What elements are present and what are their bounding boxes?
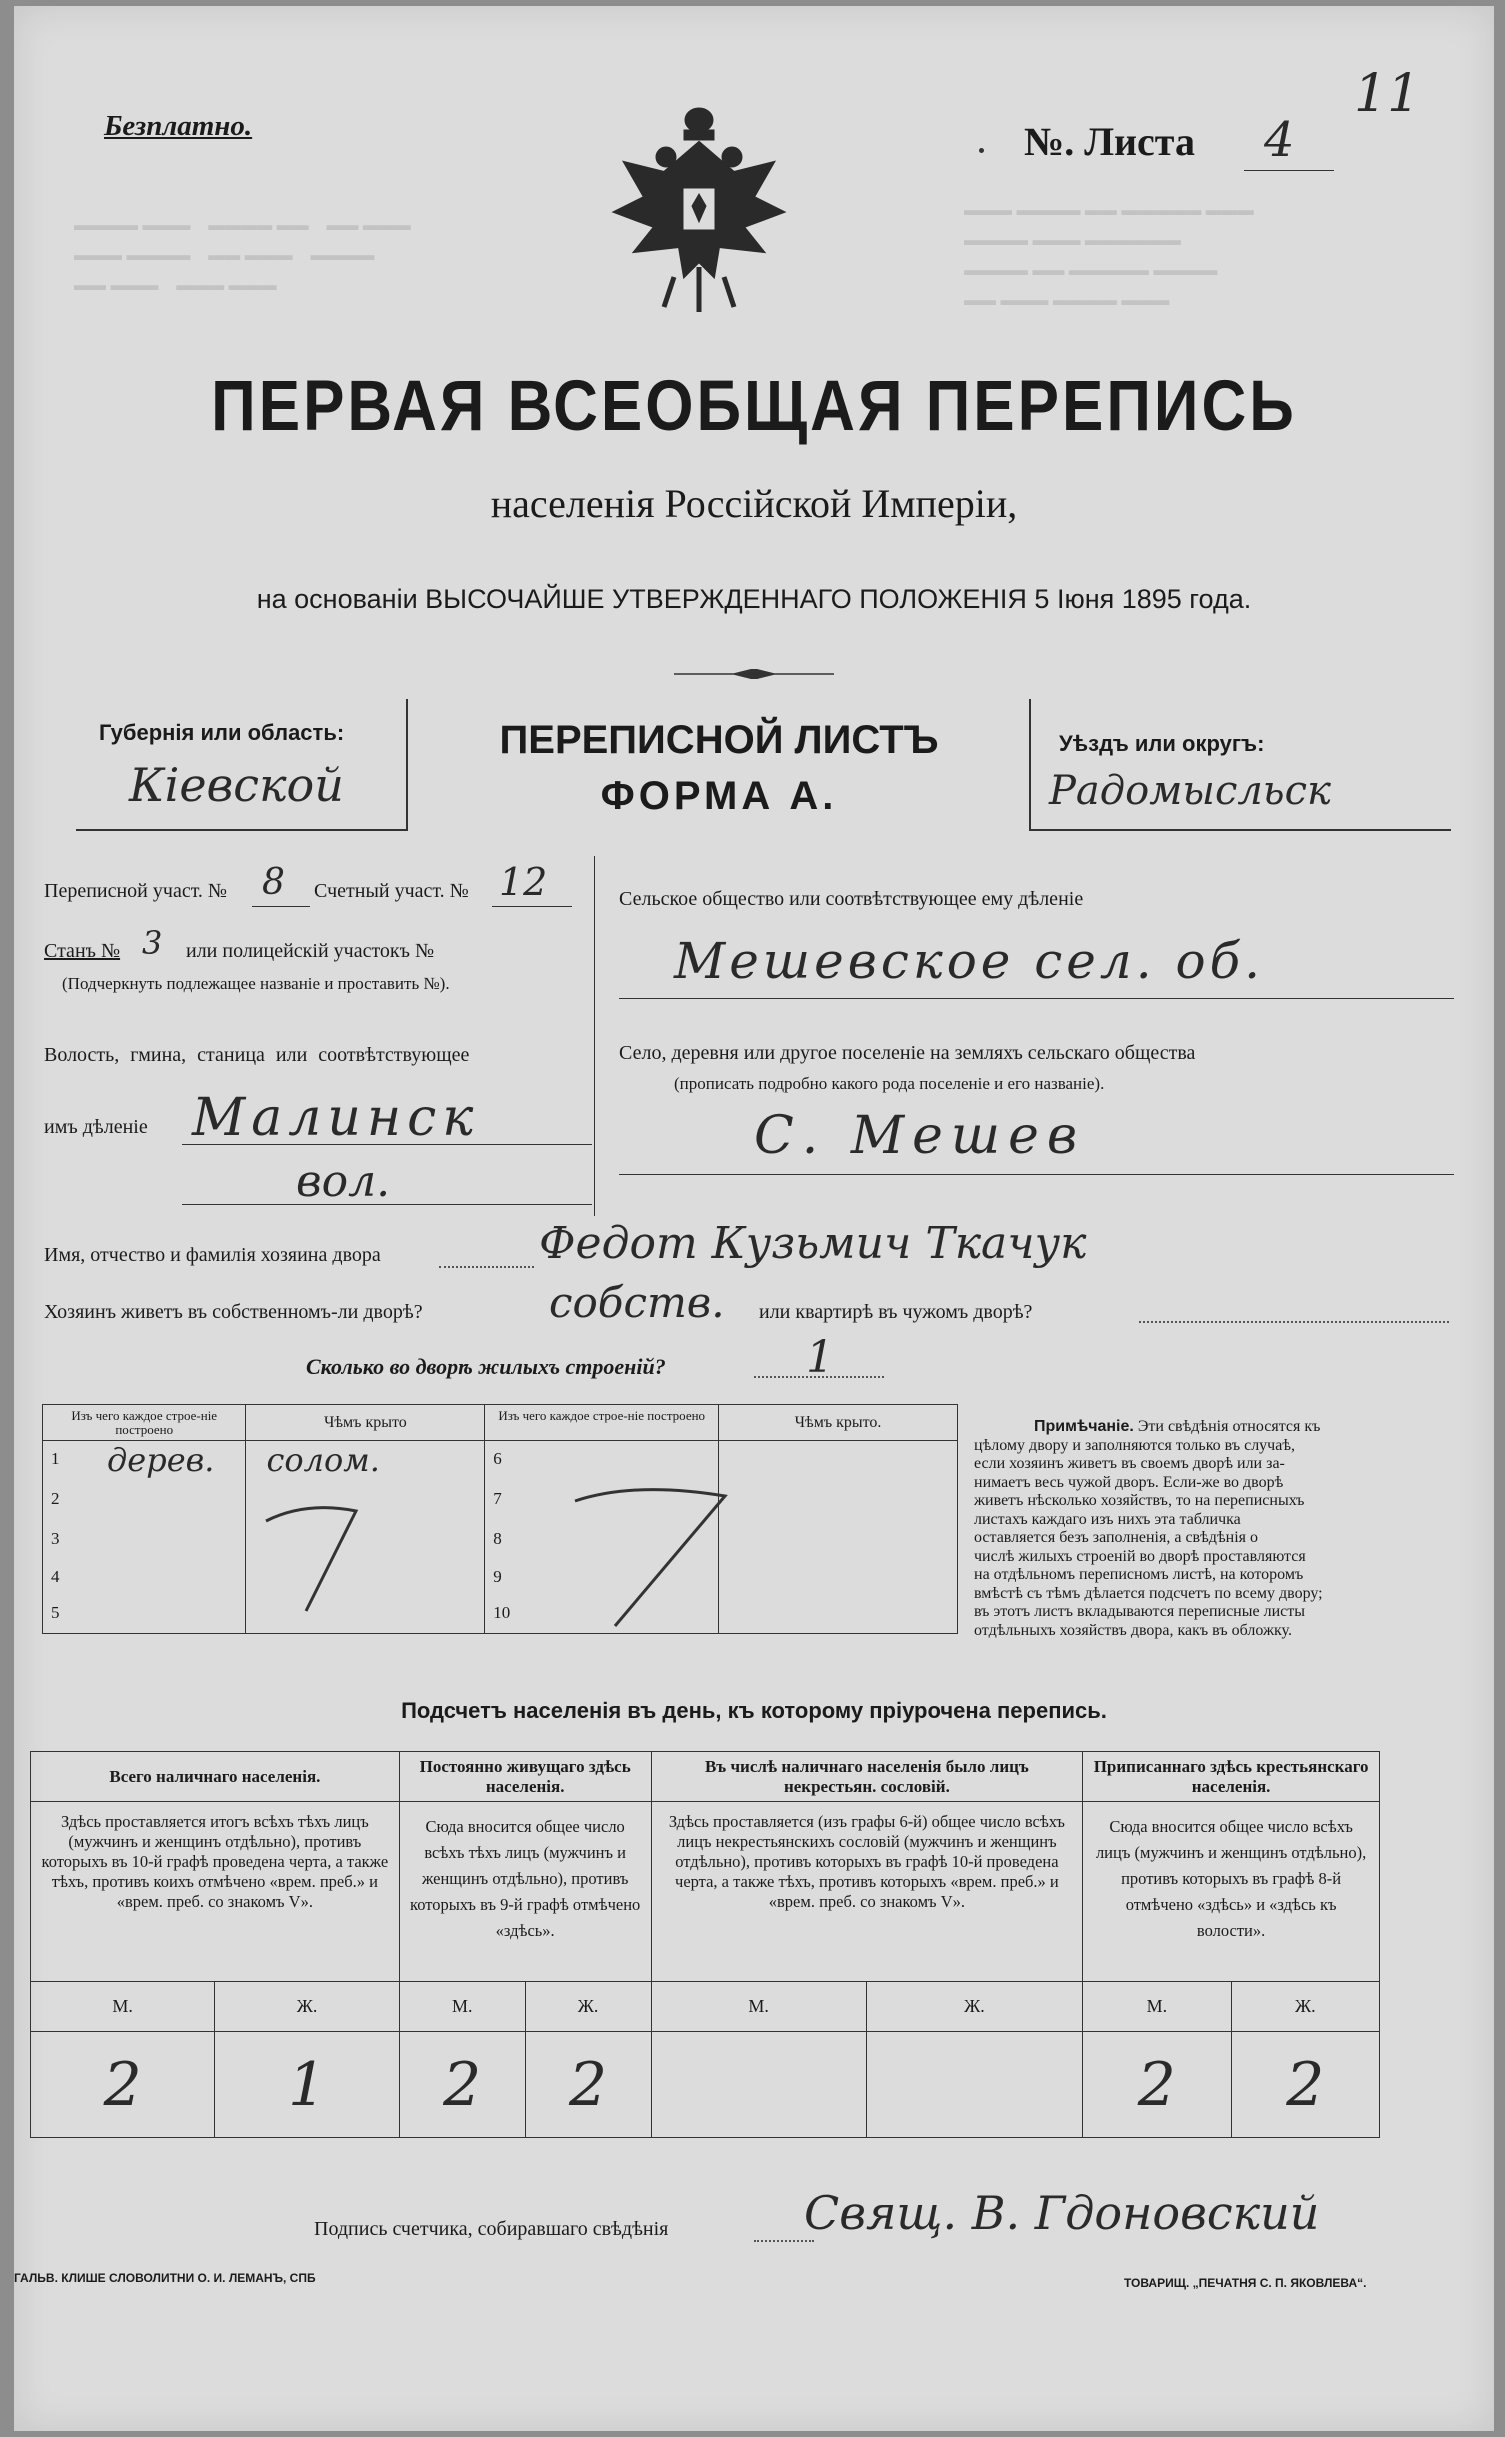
count-col4-desc: Сюда вносится общее число всѣхъ лицъ (мужчинъ и женщинъ отдѣльно), противъ которыхъ въ графѣ 8-й отмѣчено «здѣсь» и «здѣсь къ волости». (1083, 1802, 1380, 1981)
col-roof-header: Чѣмъ крыто (246, 1405, 485, 1441)
police-district-label: или полицейскій участокъ № (186, 940, 435, 962)
volost-label: Волость, гмина, станица или соотвѣтствующее (44, 1044, 470, 1066)
row-number: 5 (51, 1603, 60, 1622)
note-line: вмѣстѣ съ тѣмъ дѣлается подсчетъ по всему двору; (974, 1584, 1323, 1602)
volost-value-line2: вол. (296, 1156, 391, 1207)
note-lead: Примѣчаніе. (1034, 1418, 1134, 1435)
field-underline (492, 906, 572, 907)
strikethrough-mark (246, 1441, 481, 1633)
row-number: 8 (493, 1529, 502, 1548)
count-col3-title: Въ числѣ наличнаго населенія было лицъ некрестьян. сословій. (651, 1752, 1083, 1802)
sheet-title: ПЕРЕПИСНОЙ ЛИСТЪ (499, 718, 939, 762)
count-col2-title: Постоянно живущаго здѣсь населенія. (399, 1752, 651, 1802)
row1-roof-value: солом. (266, 1441, 380, 1479)
note-line: если хозяинъ живетъ въ своемъ дворѣ или за- (974, 1455, 1285, 1472)
village-note: (прописать подробно какого рода поселеніе и его названіе). (674, 1074, 1105, 1093)
double-headed-eagle-emblem (604, 102, 794, 322)
count-col4-title: Приписаннаго здѣсь крестьянскаго населенія. (1083, 1752, 1380, 1802)
note-line: цѣлому двору и заполняются только въ случаѣ, (974, 1436, 1296, 1454)
owner-or-label: или квартирѣ въ чужомъ дворѣ? (759, 1301, 1033, 1323)
count-col2-f-label: Ж. (525, 1981, 651, 2031)
dotted-leader (1139, 1321, 1449, 1323)
count-col4-m-label: М. (1083, 1981, 1231, 2031)
count-col1-f-label: Ж. (215, 1981, 399, 2031)
count-col1-m-label: М. (31, 1981, 215, 2031)
note-line: нимаетъ весь чужой дворъ. Если-же во дворѣ (974, 1473, 1284, 1491)
row-number: 9 (493, 1567, 502, 1586)
count-col1-desc: Здѣсь проставляется итогъ всѣхъ тѣхъ лицъ (мужчинъ и женщинъ отдѣльно), противъ которыхъ въ 10-й графѣ проведена черта, а также тѣхъ, противъ коихъ отмѣчено «врем. преб.» и «врем. преб. со знакомъ V». (31, 1802, 400, 1981)
census-district-label: Переписной участ. № (44, 880, 228, 902)
dotted-leader (439, 1266, 534, 1268)
underline-note: (Подчеркнуть подлежащее названіе и проставить №). (62, 974, 450, 993)
owner-lives-value: собств. (549, 1278, 725, 1327)
gubernia-value: Кіевской (129, 758, 344, 812)
stan-label: Станъ № (44, 940, 121, 962)
free-label: Безплатно. (104, 110, 253, 142)
field-underline (619, 1174, 1454, 1175)
legal-basis: на основаніи ВЫСОЧАЙШЕ УТВЕРЖДЕННАГО ПОЛОЖЕНІЯ 5 Іюня 1895 года. (256, 584, 1252, 614)
count-heading: Подсчетъ населенія въ день, къ которому пріурочена перепись. (401, 1698, 1107, 1723)
note-line: въ этотъ листъ вкладываются переписные листы (974, 1603, 1305, 1620)
field-underline (182, 1204, 592, 1205)
bleed-through-text: ▬▬▬ ▬▬▬▬ ▬▬ ▬▬▬▬▬ ▬▬▬ ▬▬▬▬ ▬▬▬ ▬▬▬▬▬▬ ▬▬▬▬ ▬▬ ▬▬▬▬▬ ▬▬▬▬ ▬▬ ▬▬▬ ▬▬▬▬ ▬▬▬ (964, 202, 1254, 309)
dot-mark (979, 148, 984, 153)
count-col1-f-value: 1 (215, 2032, 399, 2138)
signature-value: Свящ. В. Гдоновский (804, 2186, 1320, 2240)
buildings-value: 1 (806, 1332, 834, 1383)
village-label: Село, деревня или другое поселеніе на земляхъ сельскаго общества (619, 1042, 1196, 1064)
col-material-header: Изъ чего каждое строе-ніе построено (43, 1405, 246, 1441)
village-value: С. Мешев (754, 1106, 1086, 1166)
count-col3-m-label: М. (651, 1981, 866, 2031)
owner-name-label: Имя, отчество и фамилія хозяина двора (44, 1244, 381, 1266)
bleed-through-text: ▬▬▬▬ ▬▬▬ ▬▬▬▬ ▬▬ ▬▬ ▬▬▬ ▬▬▬ ▬▬▬▬ ▬▬ ▬▬▬ ▬▬▬▬ ▬▬ ▬▬▬ ▬▬▬ ▬▬▬ (74, 217, 411, 294)
note-line: оставляется безъ заполненія, а свѣдѣнія о (974, 1529, 1258, 1546)
roof-cells-left (246, 1441, 485, 1634)
material-cells-right (485, 1441, 719, 1634)
count-col4-f-label: Ж. (1231, 1981, 1379, 2031)
col-material-header-right: Изъ чего каждое строе-ніе построено (485, 1405, 719, 1441)
row-number: 6 (493, 1449, 502, 1468)
dotted-leader (754, 1376, 884, 1378)
sheet-number-underline (1244, 170, 1334, 171)
count-col1-m-value: 2 (31, 2032, 215, 2138)
count-col4-f-value: 2 (1231, 2032, 1379, 2138)
signature-label: Подпись счетчика, собиравшаго свѣдѣнія (314, 2218, 669, 2240)
field-underline (252, 906, 310, 907)
count-col3-desc: Здѣсь проставляется (изъ графы 6-й) общее число всѣхъ лицъ некрестьянскихъ сословій (мужчинъ и женщинъ отдѣльно), противъ которыхъ въ графѣ 10-й проведена черта, а также тѣхъ, противъ которыхъ «врем. преб.» и «врем. преб. со знакомъ V». (651, 1802, 1083, 1981)
col-roof-header-right: Чѣмъ крыто. (719, 1405, 958, 1441)
sheet-number-label: №. Листа (1024, 119, 1195, 164)
count-col1-title: Всего наличнаго населенія. (31, 1752, 400, 1802)
material-cells-left (43, 1441, 246, 1634)
count-col2-m-value: 2 (399, 2032, 525, 2138)
row-number: 2 (51, 1489, 60, 1508)
counting-district-value: 12 (499, 860, 548, 904)
note-line: листахъ каждаго изъ нихъ эта табличка (974, 1510, 1241, 1528)
footer-left: ГАЛЬВ. КЛИШЕ СЛОВОЛИТНИ О. И. ЛЕМАНЪ, СПБ (14, 2271, 316, 2285)
sheet-corner-number: 11 (1354, 64, 1421, 124)
note-line: отдѣльныхъ хозяйствъ двора, какъ въ обложку. (974, 1621, 1292, 1639)
owner-name-value: Федот Кузьмич Ткачук (539, 1218, 1087, 1269)
note-line: на отдѣльномъ переписномъ листѣ, на которомъ (974, 1566, 1304, 1583)
row1-material-value: дерев. (107, 1441, 215, 1479)
uezd-value: Радомысльск (1049, 768, 1331, 814)
uezd-label: Уѣздъ или округъ: (1059, 731, 1265, 756)
note-line: Эти свѣдѣнія относятся къ (1137, 1418, 1321, 1435)
footer-right: ТОВАРИЩ. „ПЕЧАТНЯ С. П. ЯКОВЛЕВА“. (1124, 2276, 1367, 2290)
buildings-table (42, 1404, 958, 1634)
row-number: 4 (51, 1567, 60, 1586)
count-col3-m-value (651, 2032, 866, 2138)
ornament-divider (674, 666, 834, 676)
subtitle: населенія Россійской Имперіи, (490, 481, 1018, 526)
count-col4-m-value: 2 (1083, 2032, 1231, 2138)
count-col3-f-label: Ж. (866, 1981, 1082, 2031)
strikethrough-mark (485, 1441, 950, 1633)
row-number: 10 (493, 1603, 511, 1622)
main-title: ПЕРВАЯ ВСЕОБЩАЯ ПЕРЕПИСЬ (211, 366, 1297, 447)
count-col3-f-value (866, 2032, 1082, 2138)
count-col2-desc: Сюда вносится общее число всѣхъ тѣхъ лицъ (мужчинъ и женщинъ отдѣльно), противъ которыхъ въ 9-й графѣ отмѣчено «здѣсь». (399, 1802, 651, 1981)
note-block (974, 1418, 1474, 1640)
form-name: ФОРМА А. (600, 774, 838, 818)
volost-value-line1: Малинск (192, 1088, 480, 1148)
row-number: 1 (51, 1449, 60, 1468)
note-line: числѣ жилыхъ строеній во дворѣ проставляются (974, 1547, 1306, 1565)
row-number: 7 (493, 1489, 502, 1508)
gubernia-label: Губернія или область: (99, 720, 345, 745)
stan-value: 3 (142, 924, 163, 962)
counting-district-label: Счетный участ. № (314, 880, 469, 902)
sheet-number-value: 4 (1264, 112, 1295, 168)
count-col2-f-value: 2 (525, 2032, 651, 2138)
field-divider (594, 856, 595, 1216)
census-sheet (14, 6, 1494, 2431)
society-label: Сельское общество или соотвѣтствующее ему дѣленіе (619, 888, 1084, 910)
field-underline (182, 1144, 592, 1145)
owner-lives-label: Хозяинъ живетъ въ собственномъ-ли дворѣ? (44, 1301, 423, 1323)
dotted-leader (754, 2240, 814, 2242)
field-underline (619, 998, 1454, 999)
count-col2-m-label: М. (399, 1981, 525, 2031)
delenie-label: имъ дѣленіе (44, 1116, 148, 1138)
society-value: Мешевское сел. об. (674, 932, 1265, 990)
population-count-table (30, 1751, 1380, 2138)
buildings-label: Сколько во дворѣ жилыхъ строеній? (306, 1354, 666, 1379)
row-number: 3 (51, 1529, 60, 1548)
note-line: живетъ нѣсколько хозяйствъ, то на переписныхъ (974, 1492, 1305, 1509)
census-district-value: 8 (262, 862, 285, 903)
